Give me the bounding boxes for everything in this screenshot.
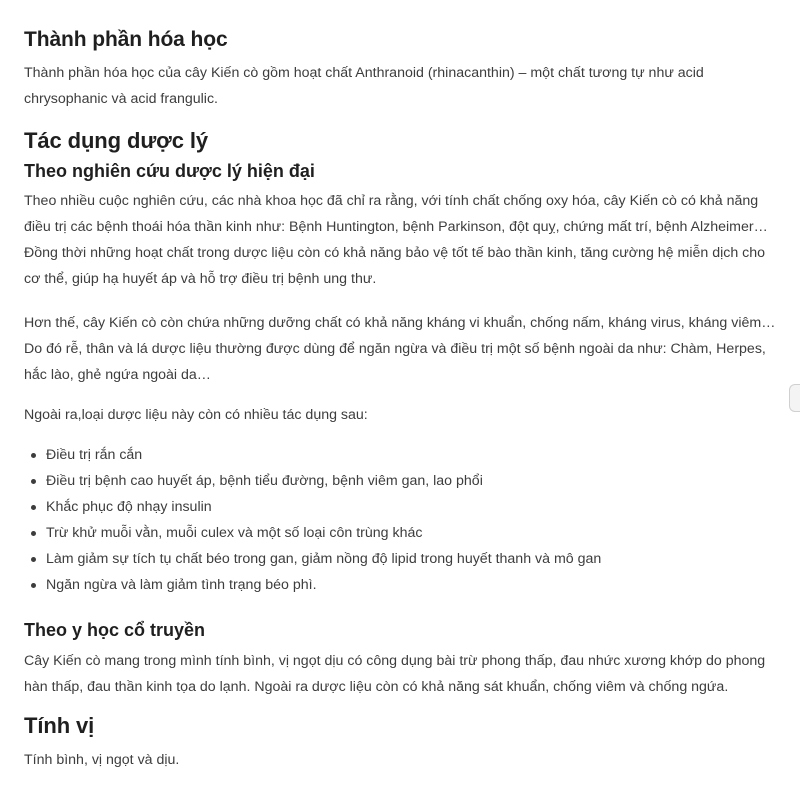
subsection-title-traditional-medicine: Theo y học cổ truyền [24, 620, 206, 640]
subsection-title-modern-research: Theo nghiên cứu dược lý hiện đại [24, 161, 315, 181]
nature-paragraph: Tính bình, vị ngọt và dịu. [24, 752, 180, 768]
list-item: Làm giảm sự tích tụ chất béo trong gan, giảm nồng độ lipid trong huyết thanh và mô gan [24, 546, 601, 572]
list-item: Điều trị rắn cắn [24, 442, 601, 468]
section-title-pharmacology: Tác dụng dược lý [24, 128, 208, 153]
list-item: Ngăn ngừa và làm giảm tình trạng béo phì. [24, 572, 601, 598]
composition-paragraph: Thành phần hóa học của cây Kiến cò gồm hoạt chất Anthranoid (rhinacanthin) – một chất tương tự như acid chrysophanic và acid frangulic. [24, 65, 704, 107]
uses-list [24, 442, 601, 598]
modern-research-paragraph-3: Ngoài ra,loại dược liệu này còn có nhiều tác dụng sau: [24, 407, 368, 423]
modern-research-paragraph-1: Theo nhiều cuộc nghiên cứu, các nhà khoa học đã chỉ ra rằng, với tính chất chống oxy hóa, cây Kiến cò có khả năng điều trị các bệnh thoái hóa thần kinh như: Bệnh Huntington, bệnh Parkinson, đột quỵ, chứng mất trí, bệnh Alzheimer… Đồng thời những hoạt chất trong dược liệu còn có khả năng bảo vệ tốt tế bào thần kinh, tăng cường hệ miễn dịch cho cơ thể, giúp hạ huyết áp và hỗ trợ điều trị bệnh ung thư. [24, 193, 768, 287]
traditional-medicine-paragraph: Cây Kiến cò mang trong mình tính bình, vị ngọt dịu có công dụng bài trừ phong thấp, đau nhức xương khớp do phong hàn thấp, đau thần kinh tọa do lạnh. Ngoài ra dược liệu còn có khả năng sát khuẩn, chống viêm và chống ngứa. [24, 653, 766, 695]
list-item: Trừ khử muỗi vằn, muỗi culex và một số loại côn trùng khác [24, 520, 601, 546]
list-item: Điều trị bệnh cao huyết áp, bệnh tiểu đường, bệnh viêm gan, lao phổi [24, 468, 601, 494]
list-item: Khắc phục độ nhạy insulin [24, 494, 601, 520]
side-scroll-handle[interactable] [789, 384, 800, 412]
section-title-nature: Tính vị [24, 713, 95, 738]
modern-research-paragraph-2: Hơn thế, cây Kiến cò còn chứa những dưỡng chất có khả năng kháng vi khuẩn, chống nấm, kháng virus, kháng viêm… Do đó rễ, thân và lá dược liệu thường được dùng để ngăn ngừa và điều trị một số bệnh ngoài da như: Chàm, Herpes, hắc lào, ghẻ ngứa ngoài da… [24, 315, 776, 383]
section-title-composition: Thành phần hóa học [24, 28, 228, 51]
